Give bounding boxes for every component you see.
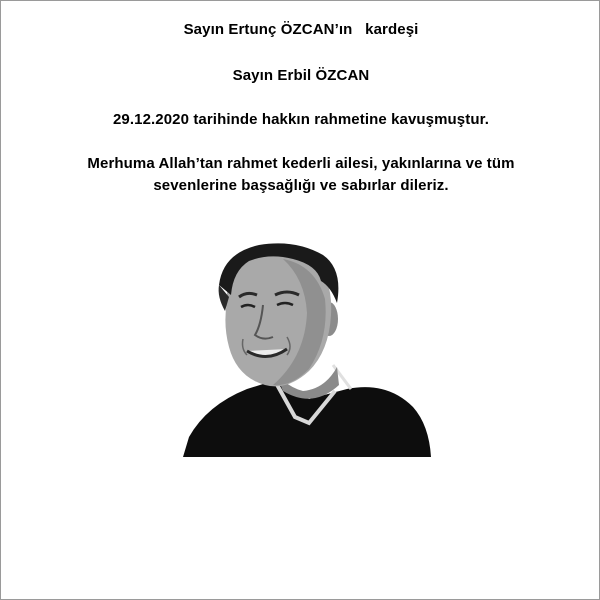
condolence-message-line-1: Merhuma Allah’tan rahmet kederli ailesi, yakınlarına ve tüm [87,155,515,172]
condolence-message-line-2: sevenlerine başsağlığı ve sabırlar dileriz. [153,177,449,194]
date-of-death-line: 29.12.2020 tarihinde hakkın rahmetine kavuşmuştur. [112,111,489,128]
portrait-photo [183,239,431,457]
deceased-name: Sayın Erbil ÖZCAN [232,67,370,84]
brother-line: Sayın Ertunç ÖZCAN’ın kardeşi [183,21,419,38]
portrait-photo-icon [183,239,431,457]
